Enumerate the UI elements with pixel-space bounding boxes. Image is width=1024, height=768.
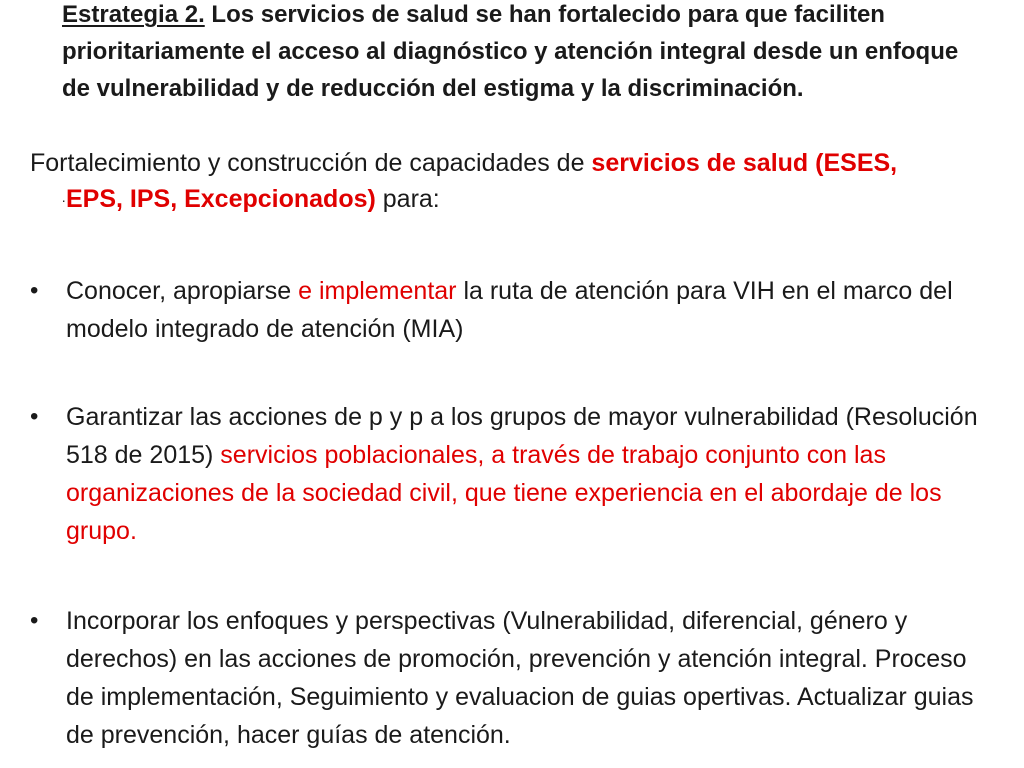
- bullet-marker: •: [30, 607, 39, 634]
- strategy-heading: [62, 0, 992, 107]
- intro-highlight-1: servicios de salud (ESES,: [591, 149, 898, 177]
- bullet-marker: •: [30, 277, 39, 304]
- bullet-text: [66, 602, 995, 754]
- bullet-text: [66, 272, 995, 348]
- bullet-text: [66, 398, 995, 550]
- intro-highlight-2: EPS, IPS, Excepcionados): [66, 185, 376, 213]
- bullet-text-red: e implementar: [298, 277, 457, 305]
- strategy-prefix: Estrategia 2.: [62, 1, 205, 28]
- bullet-text-part: Garantizar las acciones de p y p a los grupos de mayor vulnerabilidad (Resolución 518 de 2015): [66, 403, 978, 469]
- intro-lead: Fortalecimiento y construcción de capacidades de: [30, 149, 592, 177]
- bullet-text-part: la ruta de atención para VIH en el marco del modelo integrado de atención (MIA): [66, 277, 953, 343]
- bullet-text-red: servicios poblacionales, a través de trabajo conjunto con las organizaciones de la sociedad civil, que tiene experiencia en el abordaje de los grupo.: [66, 441, 942, 545]
- intro-tail: para:: [375, 185, 440, 213]
- bullet-item: [30, 272, 995, 348]
- intro-paragraph: [30, 145, 1005, 217]
- strategy-text: Los servicios de salud se han fortalecido para que faciliten prioritariamente el acceso al diagnóstico y atención integral desde un enfoque de vulnerabilidad y de reducción del estigma y la discriminación.: [62, 1, 959, 102]
- bullet-text-part: Conocer, apropiarse: [66, 277, 299, 305]
- intro-dot: ·: [61, 192, 66, 209]
- bullet-item: [30, 398, 995, 550]
- bullet-marker: •: [30, 403, 39, 430]
- bullet-text-part: Incorporar los enfoques y perspectivas (Vulnerabilidad, diferencial, género y derechos) en las acciones de promoción, prevención y atención integral. Proceso de implementación, Seguimiento y evaluacion de guias opertivas. Actualizar guias de prevención, hacer guías de atención.: [66, 607, 974, 749]
- bullet-item: [30, 602, 995, 754]
